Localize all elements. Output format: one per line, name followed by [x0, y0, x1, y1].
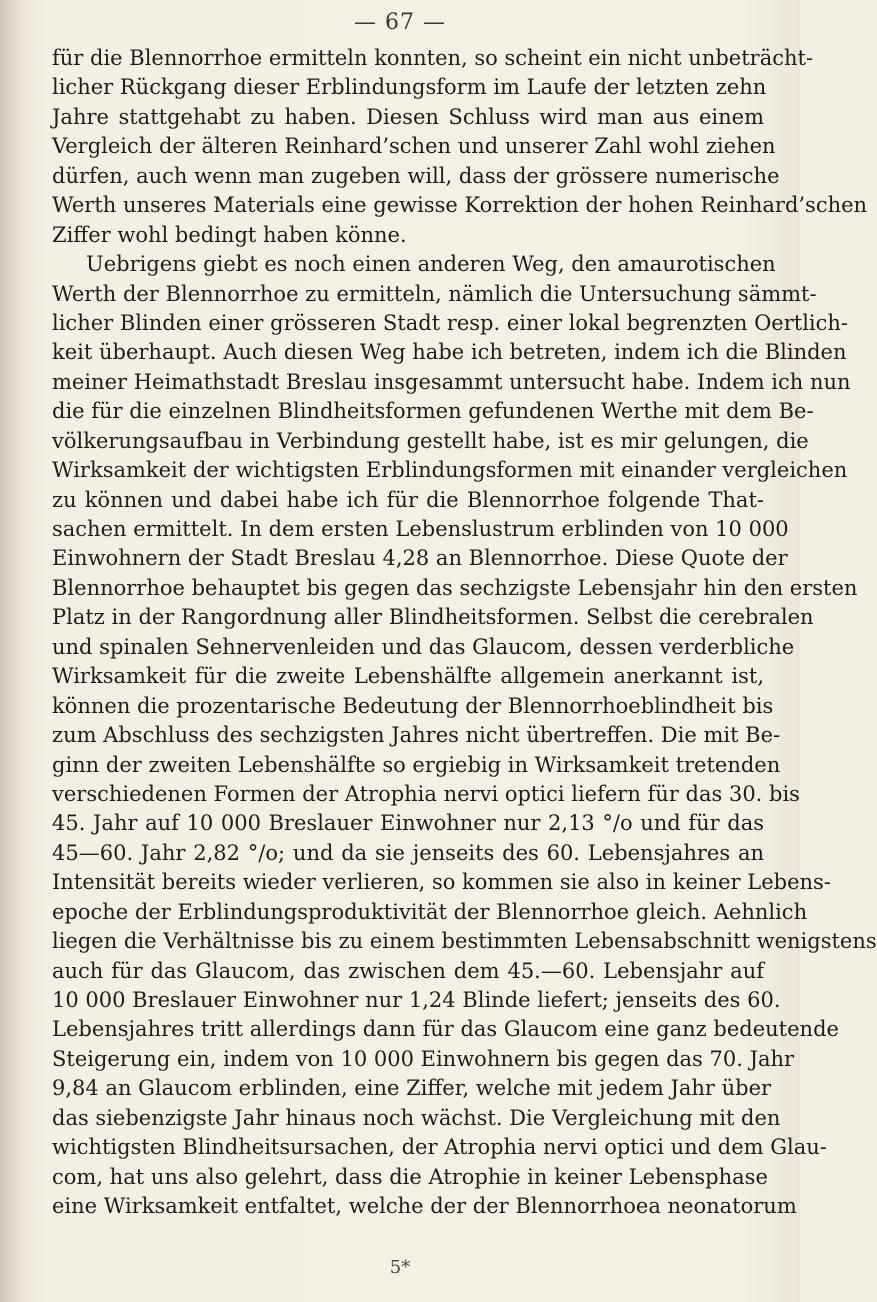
text-line: liegen die Verhältnisse bis zu einem bestimmten Lebensabschnitt wenigstens: [52, 929, 877, 954]
text-line: auch für das Glaucom, das zwischen dem 45.—60. Lebensjahr auf: [52, 958, 764, 983]
text-line: Werth der Blennorrhoe zu ermitteln, nämlich die Untersuchung sämmt-: [52, 281, 817, 306]
text-line: völkerungsaufbau in Verbindung gestellt habe, ist es mir gelungen, die: [52, 428, 809, 453]
text-line: Einwohnern der Stadt Breslau 4,28 an Blennorrhoe. Diese Quote der: [52, 546, 788, 571]
text-line: 45. Jahr auf 10 000 Breslauer Einwohner nur 2,13 °/o und für das: [52, 811, 764, 836]
text-line: licher Blinden einer grösseren Stadt resp. einer lokal begrenzten Oertlich-: [52, 310, 849, 335]
text-line: licher Rückgang dieser Erblindungsform im Laufe der letzten zehn: [52, 75, 767, 100]
text-line: Werth unseres Materials eine gewisse Korrektion der hohen Reinhard’schen: [52, 193, 868, 218]
text-line: Wirksamkeit der wichtigsten Erblindungsformen mit einander vergleichen: [52, 458, 848, 483]
text-line: Steigerung ein, indem von 10 000 Einwohnern bis gegen das 70. Jahr: [52, 1046, 795, 1071]
body-text: [52, 44, 877, 1222]
text-line: Intensität bereits wieder verlieren, so kommen sie also in keiner Lebens-: [52, 870, 831, 895]
text-line: Platz in der Rangordnung aller Blindheitsformen. Selbst die cerebralen: [52, 605, 814, 630]
text-line: meiner Heimathstadt Breslau insgesammt untersucht habe. Indem ich nun: [52, 369, 851, 394]
text-line: für die Blennorrhoe ermitteln konnten, so scheint ein nicht unbeträcht-: [52, 46, 814, 70]
text-line: die für die einzelnen Blindheitsformen gefundenen Werthe mit dem Be-: [52, 399, 814, 424]
text-line: keit überhaupt. Auch diesen Weg habe ich betreten, indem ich die Blinden: [52, 340, 847, 365]
text-line: sachen ermittelt. In dem ersten Lebenslustrum erblinden von 10 000: [52, 517, 789, 541]
text-line: und spinalen Sehnervenleiden und das Glaucom, dessen verderbliche: [52, 634, 795, 659]
text-line: Uebrigens giebt es noch einen anderen Weg, den amaurotischen: [86, 252, 776, 277]
text-line: wichtigsten Blindheitsursachen, der Atrophia nervi optici und dem Glau-: [52, 1135, 827, 1160]
page-number: — 67 —: [354, 10, 446, 35]
text-line: Blennorrhoe behauptet bis gegen das sechzigste Lebensjahr hin den ersten: [52, 575, 858, 600]
binding-shadow: [0, 0, 24, 1302]
text-line: Vergleich der älteren Reinhard’schen und unserer Zahl wohl ziehen: [52, 134, 776, 159]
text-line: Lebensjahres tritt allerdings dann für das Glaucom eine ganz bedeutende: [52, 1017, 839, 1042]
printer-signature-mark: 5*: [389, 1257, 411, 1278]
text-line: com, hat uns also gelehrt, dass die Atrophie in keiner Lebensphase: [52, 1164, 768, 1189]
text-line: zu können und dabei habe ich für die Blennorrhoe folgende That-: [52, 487, 764, 512]
text-line: dürfen, auch wenn man zugeben will, dass der grössere numerische: [52, 163, 780, 188]
text-line: Wirksamkeit für die zweite Lebenshälfte allgemein anerkannt ist,: [52, 664, 764, 689]
text-line: verschiedenen Formen der Atrophia nervi optici liefern für das 30. bis: [52, 781, 800, 806]
text-line: können die prozentarische Bedeutung der Blennorrhoeblindheit bis: [52, 693, 774, 718]
text-line: 10 000 Breslauer Einwohner nur 1,24 Blinde liefert; jenseits des 60.: [52, 988, 781, 1012]
text-line: Jahre stattgehabt zu haben. Diesen Schluss wird man aus einem: [52, 104, 764, 129]
text-line: das siebenzigste Jahr hinaus noch wächst. Die Vergleichung mit den: [52, 1105, 781, 1130]
text-line: zum Abschluss des sechzigsten Jahres nicht übertreffen. Die mit Be-: [52, 723, 781, 748]
text-line: 9,84 an Glaucom erblinden, eine Ziffer, welche mit jedem Jahr über: [52, 1076, 772, 1101]
text-line: ginn der zweiten Lebenshälfte so ergiebig in Wirksamkeit tretenden: [52, 752, 781, 777]
text-line: eine Wirksamkeit entfaltet, welche der der Blennorrhoea neonatorum: [52, 1194, 797, 1219]
text-line: Ziffer wohl bedingt haben könne.: [52, 222, 407, 247]
text-line: epoche der Erblindungsproduktivität der Blennorrhoe gleich. Aehnlich: [52, 899, 808, 924]
text-line: 45—60. Jahr 2,82 °/o; und da sie jenseits des 60. Lebensjahres an: [52, 840, 764, 865]
